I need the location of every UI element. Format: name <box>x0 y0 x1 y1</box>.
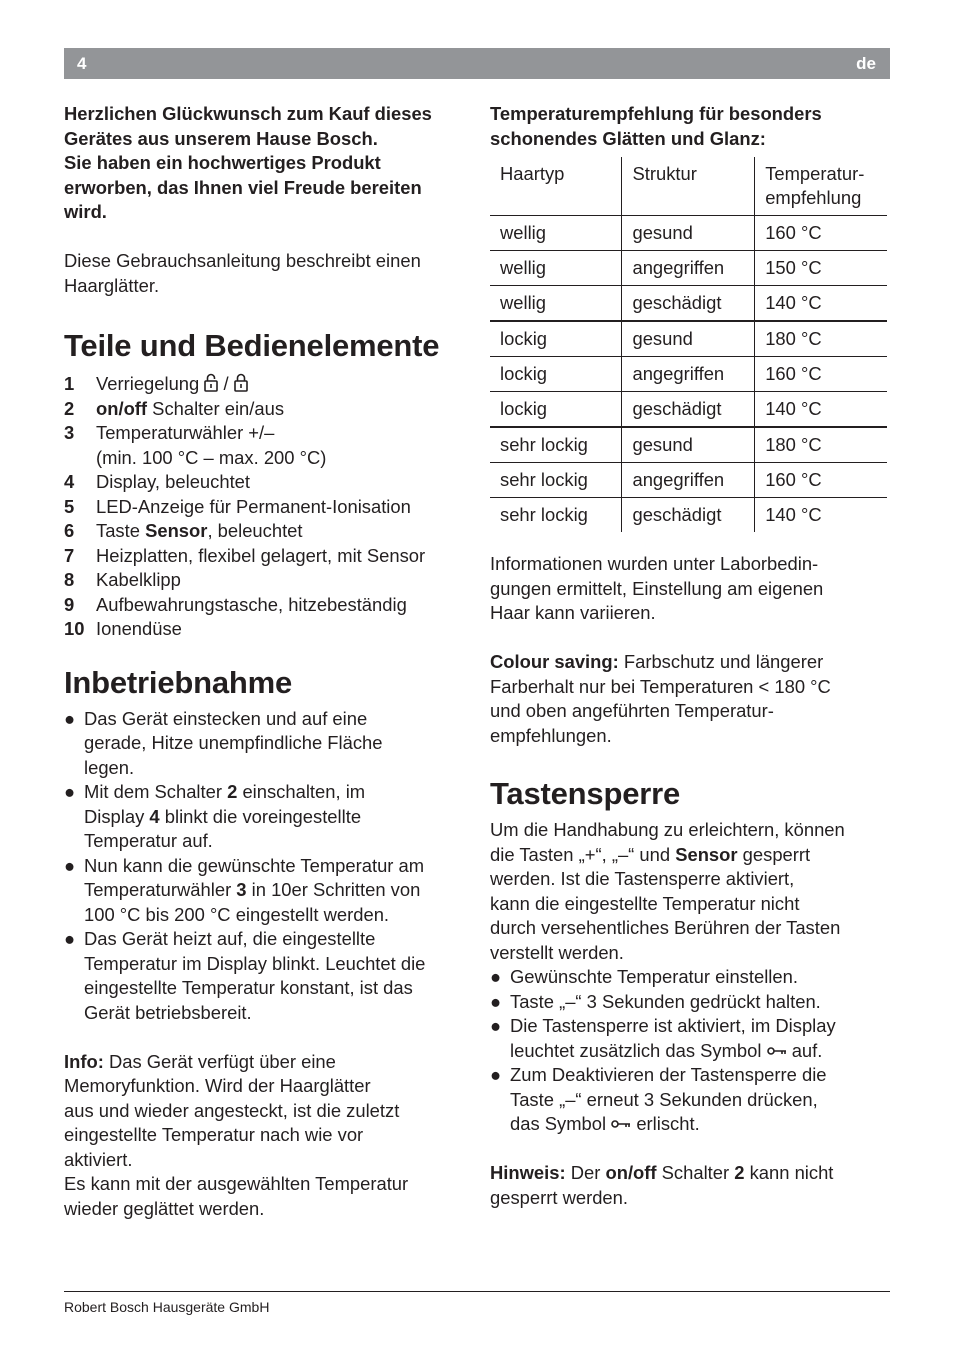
setup-list <box>64 707 468 1026</box>
list-item: 2 on/off Schalter ein/aus <box>64 397 285 419</box>
parts-list <box>64 372 468 642</box>
table-row <box>490 251 887 286</box>
list-item: 6 Taste Sensor, beleuchtet <box>64 520 303 541</box>
lab-note: Informationen wurden unter Laborbedin- gungen ermittelt, Einstellung am eigenen Haar kann variieren. <box>490 553 824 623</box>
footer-company: Robert Bosch Hausgeräte GmbH <box>64 1299 270 1315</box>
table-cell: gesund <box>622 427 755 463</box>
list-item: 7 Heizplatten, flexibel gelagert, mit Sensor <box>64 544 426 566</box>
table-cell: 180 °C <box>755 321 887 357</box>
list-item: ● Das Gerät einstecken und auf eine gerade, Hitze unempfindliche Fläche legen. <box>64 707 383 778</box>
table-cell: 160 °C <box>755 216 887 251</box>
temperature-heading: Temperaturempfehlung für besonders schonendes Glätten und Glanz: <box>490 103 822 149</box>
key-icon <box>767 1046 787 1056</box>
temperature-table <box>490 157 887 532</box>
info-text: Info: Das Gerät verfügt über eine Memoryfunktion. Wird der Haarglätter aus und wieder angesteckt, ist die zuletzt eingestellte Temperatur nach wie vor aktiviert. Es kann mit der ausgewählten Temperatur wieder geglättet werden. <box>64 1050 409 1219</box>
column-header: Haartyp <box>490 157 622 216</box>
table-row <box>490 498 887 533</box>
table-cell: geschädigt <box>622 392 755 428</box>
list-item: ● Nun kann die gewünschte Temperatur am Temperaturwähler 3 in 10er Schritten von 100 °C bis 200 °C eingestellt werden. <box>64 854 425 925</box>
lock-description: Um die Handhabung zu erleichtern, können die Tasten „+“, „–“ und Sensor gesperrt werden. Ist die Tastensperre aktiviert, kann die eingestellte Temperatur nicht durch versehentliches Berühren der Tasten verstellt werden. <box>490 819 845 963</box>
table-cell: angegriffen <box>622 463 755 498</box>
table-cell: gesund <box>622 321 755 357</box>
list-item: ● Die Tastensperre ist aktiviert, im Display leuchtet zusätzlich das Symbol auf. <box>490 1015 836 1061</box>
list-item: 3 Temperaturwähler +/– (min. 100 °C – max. 200 °C) <box>64 422 327 468</box>
lock-heading: Tastensperre <box>490 776 681 811</box>
table-cell: lockig <box>490 357 622 392</box>
intro-text: Herzlichen Glückwunsch zum Kauf dieses Gerätes aus unserem Hause Bosch. Sie haben ein hochwertiges Produkt erworben, das Ihnen viel Freude bereiten wird. <box>64 103 432 222</box>
table-cell: sehr lockig <box>490 463 622 498</box>
setup-heading: Inbetriebnahme <box>64 664 293 700</box>
table-row <box>490 216 887 251</box>
list-item: 1 Verriegelung / <box>64 372 468 397</box>
list-item: 8 Kabelklipp <box>64 569 181 590</box>
table-cell: sehr lockig <box>500 504 588 525</box>
left-column <box>64 102 468 1221</box>
table-cell: angegriffen <box>622 251 755 286</box>
table-row <box>490 463 887 498</box>
hint-text: Hinweis: Der on/off Schalter 2 kann nicht gesperrt werden. <box>490 1162 834 1208</box>
lock-open-icon <box>204 373 218 392</box>
table-cell: 140 °C <box>755 286 887 322</box>
right-column <box>490 102 890 1210</box>
colour-saving-text: Colour saving: Farbschutz und längerer Farberhalt nur bei Temperaturen < 180 °C und oben angeführten Temperatur- empfehlungen. <box>490 651 831 746</box>
table-cell: wellig <box>490 216 622 251</box>
table-cell: geschädigt <box>622 286 755 322</box>
table-cell: wellig <box>490 251 622 286</box>
table-cell: gesund <box>622 216 755 251</box>
table-cell: 160 °C <box>755 463 887 498</box>
table-cell: lockig <box>490 392 622 428</box>
list-item: 9 Aufbewahrungstasche, hitzebeständig <box>64 593 407 615</box>
table-row <box>490 392 887 428</box>
key-icon <box>611 1119 631 1129</box>
footer-divider <box>64 1291 890 1292</box>
list-item: ● Zum Deaktivieren der Tastensperre die Taste „–“ erneut 3 Sekunden drücken, das Symbol erlischt. <box>490 1064 827 1134</box>
table-cell: 180 °C <box>755 427 887 463</box>
list-item: 5 LED-Anzeige für Permanent-Ionisation <box>64 495 411 517</box>
table-row <box>490 427 887 463</box>
lock-list <box>490 965 890 1137</box>
table-cell: wellig <box>490 286 622 322</box>
list-item: ● Gewünschte Temperatur einstellen. <box>490 966 798 987</box>
table-cell: 150 °C <box>755 251 887 286</box>
table-row <box>490 286 887 322</box>
list-item: ● Mit dem Schalter 2 einschalten, im Display 4 blinkt die voreingestellte Temperatur auf. <box>64 781 366 851</box>
table-row <box>490 357 887 392</box>
table-header-row <box>490 157 887 216</box>
table-cell: lockig <box>490 321 622 357</box>
lock-closed-icon <box>234 373 248 392</box>
list-item: 10 Ionendüse <box>64 618 182 639</box>
column-header: Struktur <box>622 157 755 216</box>
table-cell: sehr lockig <box>490 427 622 463</box>
table-cell: 140 °C <box>755 392 887 428</box>
column-header: Temperatur- empfehlung <box>755 157 887 216</box>
table-cell: angegriffen <box>622 357 755 392</box>
table-row <box>490 321 887 357</box>
header-bar <box>64 48 890 79</box>
list-item: ● Taste „–“ 3 Sekunden gedrückt halten. <box>490 990 821 1012</box>
list-item: 4 Display, beleuchtet <box>64 471 251 492</box>
list-item: ● Das Gerät heizt auf, die eingestellte Temperatur im Display blinkt. Leuchtet die eingestellte Temperatur konstant, ist das Gerät betriebsbereit. <box>64 928 426 1023</box>
language-code: de <box>856 54 876 73</box>
table-cell: geschädigt <box>622 498 755 533</box>
table-cell: 160 °C <box>755 357 887 392</box>
table-cell: 140 °C <box>765 504 822 525</box>
description-text: Diese Gebrauchsanleitung beschreibt einen Haarglätter. <box>64 250 421 296</box>
parts-heading: Teile und Bedienelemente <box>64 328 440 363</box>
page-number: 4 <box>77 54 87 73</box>
